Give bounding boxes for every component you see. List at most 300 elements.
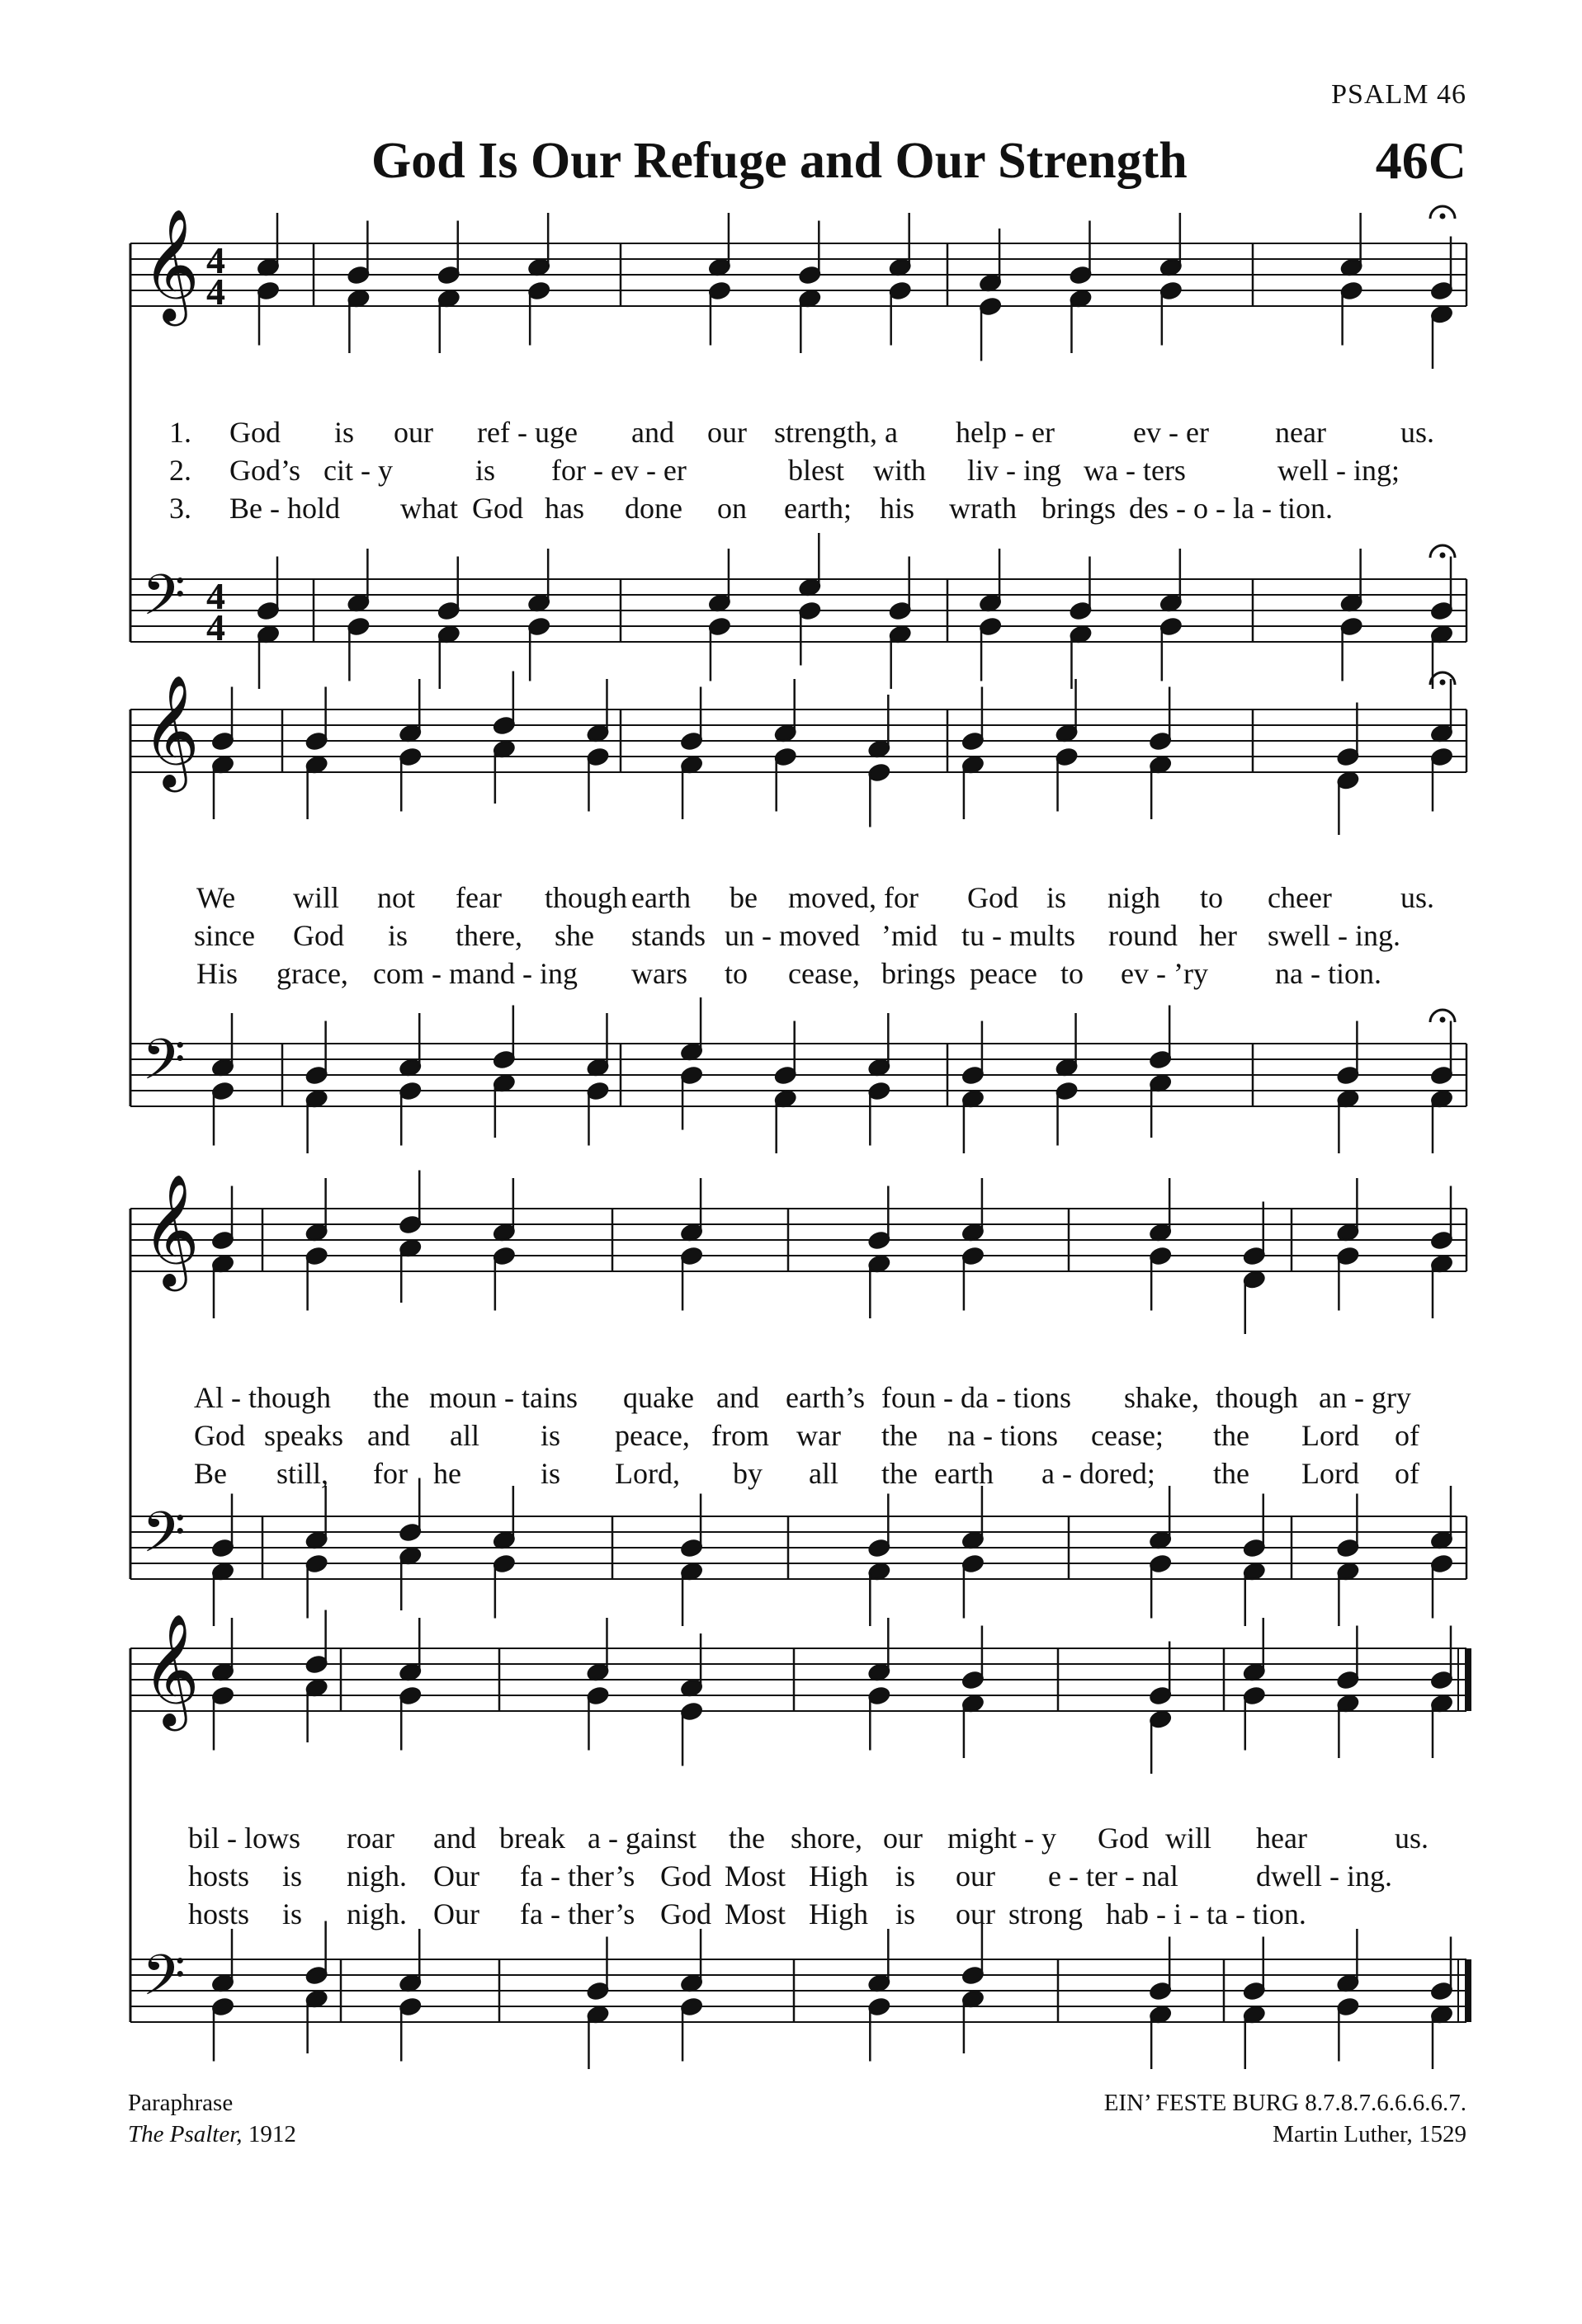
verse-line-2 [169, 454, 1400, 487]
bass-staff [130, 1044, 1466, 1106]
lyric-syllable: though [545, 881, 628, 914]
note [1149, 1073, 1172, 1138]
lyric-syllable: strength, a [774, 416, 898, 449]
lyric-syllable: God [660, 1897, 711, 1930]
note [798, 601, 821, 665]
note [1149, 1709, 1172, 1774]
note [1336, 1494, 1359, 1558]
note [979, 296, 1002, 361]
note [493, 1553, 516, 1618]
bass-clef-icon: 𝄢 [142, 1501, 186, 1579]
verse-line-1 [188, 1822, 1429, 1855]
fermata-mark [1430, 206, 1455, 219]
lyric-syllable: for - ev - er [551, 454, 687, 487]
note [305, 1486, 328, 1550]
lyric-syllable: is [895, 1860, 916, 1893]
lyric-syllable: hear [1256, 1822, 1307, 1855]
note [527, 280, 550, 345]
note [1055, 1081, 1078, 1145]
lyric-syllable: of [1395, 1457, 1419, 1490]
lyric-syllable: and [631, 416, 674, 449]
lyric-syllable: all [809, 1457, 838, 1490]
note [680, 1701, 703, 1765]
verse-line-1 [196, 881, 1434, 914]
note [347, 221, 370, 285]
note [1430, 1089, 1453, 1153]
note [1336, 1246, 1359, 1310]
lyric-syllable: wrath [949, 492, 1017, 525]
psalm-reference: PSALM 46 [1331, 79, 1466, 110]
lyric-syllable: our [883, 1822, 923, 1855]
note [1149, 1937, 1172, 2001]
note [867, 1013, 890, 1077]
note [1069, 625, 1092, 689]
lyric-syllable: God [472, 492, 523, 525]
note [305, 1553, 328, 1618]
lyric-syllable: break [499, 1822, 565, 1855]
note [399, 1013, 422, 1077]
note [1159, 280, 1183, 345]
lyric-syllable: is [1046, 881, 1067, 914]
note [347, 549, 370, 613]
note [1336, 1089, 1359, 1153]
lyric-syllable: the [881, 1419, 918, 1452]
lyric-syllable: earth’s [786, 1381, 865, 1414]
note [399, 1618, 422, 1682]
note [1339, 549, 1362, 613]
note [680, 1562, 703, 1626]
note [867, 1618, 890, 1682]
lyric-syllable: Lord, [615, 1457, 680, 1490]
lyric-syllable: of [1395, 1419, 1419, 1452]
note [211, 687, 234, 752]
lyric-syllable: God’s [229, 454, 301, 487]
lyric-syllable: grace, [276, 957, 348, 990]
text-source-title: The Psalter, [128, 2121, 243, 2147]
note [211, 1254, 234, 1318]
bass-clef-icon: 𝄢 [142, 563, 186, 642]
note [347, 616, 370, 681]
treble-clef-icon: 𝄞 [142, 207, 200, 321]
lyric-syllable: God [967, 881, 1018, 914]
note [305, 1989, 328, 2053]
lyric-syllable: by [733, 1457, 763, 1490]
note [437, 221, 460, 285]
note [493, 1486, 516, 1550]
note [680, 1633, 703, 1698]
final-barline [1465, 1959, 1471, 2022]
lyric-syllable: be [730, 881, 758, 914]
note [961, 1486, 985, 1550]
note [493, 1006, 516, 1070]
note [211, 1929, 234, 1993]
lyric-syllable: ’mid [881, 919, 937, 952]
lyric-syllable: us. [1400, 881, 1435, 914]
verse-line-3 [194, 1457, 1419, 1490]
lyric-syllable: brings [1041, 492, 1116, 525]
note [867, 1996, 890, 2061]
note [961, 1178, 985, 1242]
note [1336, 703, 1359, 767]
note [1243, 1562, 1266, 1626]
lyric-syllable: a - gainst [588, 1822, 697, 1855]
note [1336, 1178, 1359, 1242]
lyric-syllable: nigh. [347, 1860, 408, 1893]
note [867, 695, 890, 759]
note [798, 221, 821, 285]
note [867, 1186, 890, 1251]
note [211, 1618, 234, 1682]
lyric-syllable: since [194, 919, 255, 952]
treble-staff [130, 243, 1466, 306]
note [979, 549, 1002, 613]
lyric-syllable: earth [934, 1457, 994, 1490]
lyric-syllable: nigh [1107, 881, 1161, 914]
note [1339, 213, 1362, 277]
lyric-syllable: bil - lows [188, 1822, 301, 1855]
note [708, 616, 731, 681]
lyric-syllable: our [956, 1897, 995, 1930]
note [305, 1246, 328, 1310]
lyric-syllable: e - ter - nal [1048, 1860, 1178, 1893]
note [586, 2005, 609, 2069]
lyric-syllable: hab - i - ta - tion. [1106, 1897, 1306, 1930]
note [1430, 557, 1453, 621]
note [257, 280, 280, 345]
lyric-syllable: will [293, 881, 340, 914]
lyric-syllable: earth [631, 881, 691, 914]
tune-name: EIN’ FESTE BURG 8.7.8.7.6.6.6.6.7. [1103, 2090, 1466, 2116]
hymn-number: 46C [1375, 131, 1466, 190]
note [867, 762, 890, 827]
note [1149, 1553, 1172, 1618]
lyric-syllable: tu - mults [961, 919, 1076, 952]
score-system [130, 1610, 1471, 2070]
note [1430, 237, 1453, 301]
note [1430, 1626, 1453, 1690]
lyric-syllable: hosts [188, 1860, 250, 1893]
lyric-syllable: We [196, 881, 236, 914]
svg-text:4: 4 [206, 239, 225, 281]
lyric-syllable: God [229, 416, 281, 449]
note [1243, 2005, 1266, 2069]
lyric-syllable: com - mand - ing [373, 957, 578, 990]
note [1149, 1642, 1172, 1706]
note [437, 625, 460, 689]
bass-staff [130, 1959, 1466, 2022]
lyric-syllable: brings [881, 957, 956, 990]
lyric-syllable: Lord [1301, 1419, 1359, 1452]
lyric-syllable: moved, for [788, 881, 919, 914]
note [399, 1685, 422, 1750]
lyric-syllable: His [196, 957, 238, 990]
svg-text:4: 4 [206, 575, 225, 617]
note [680, 1178, 703, 1242]
lyric-syllable: wars [631, 957, 687, 990]
note [1430, 1486, 1453, 1550]
note [437, 289, 460, 353]
note [867, 1494, 890, 1558]
lyric-syllable: God [293, 919, 344, 952]
note [1243, 1937, 1266, 2001]
lyric-syllable: from [711, 1419, 769, 1452]
note [399, 1546, 422, 1610]
note [1159, 213, 1183, 277]
lyric-syllable: dwell - ing. [1256, 1860, 1392, 1893]
lyric-syllable: des - o - la - tion. [1129, 492, 1333, 525]
note [961, 1553, 985, 1618]
lyric-syllable: to [1060, 957, 1084, 990]
lyric-syllable: is [541, 1419, 561, 1452]
note [1430, 747, 1453, 811]
lyric-syllable: blest [788, 454, 844, 487]
note [493, 1246, 516, 1310]
note [774, 1089, 797, 1153]
note [493, 1073, 516, 1138]
note [1243, 1202, 1266, 1266]
note [399, 679, 422, 743]
note [1055, 747, 1078, 811]
note [1430, 1694, 1453, 1758]
verse-line-3 [196, 957, 1381, 990]
note [1055, 679, 1078, 743]
verse-line-2 [194, 1419, 1419, 1452]
lyric-syllable: the [373, 1381, 409, 1414]
note [680, 755, 703, 819]
tune-credit [1104, 2087, 1466, 2150]
lyric-syllable: to [1200, 881, 1224, 914]
note [1430, 304, 1453, 369]
text-credit [128, 2087, 296, 2150]
note [680, 1929, 703, 1993]
treble-staff [130, 709, 1466, 772]
note [305, 687, 328, 752]
note [493, 1178, 516, 1242]
lyric-syllable: ev - er [1133, 416, 1209, 449]
lyric-syllable: his [880, 492, 915, 525]
note [586, 1937, 609, 2001]
lyric-syllable: Most [725, 1860, 786, 1893]
note [1430, 1186, 1453, 1251]
note [399, 1238, 422, 1303]
note [1336, 1021, 1359, 1086]
lyric-syllable: is [282, 1860, 303, 1893]
note [961, 1246, 985, 1310]
lyric-syllable: war [796, 1419, 841, 1452]
treble-staff [130, 1209, 1466, 1271]
lyric-syllable: is [282, 1897, 303, 1930]
note [305, 1610, 328, 1675]
lyric-syllable: our [394, 416, 433, 449]
note [774, 1021, 797, 1086]
lyric-syllable: Most [725, 1897, 786, 1930]
lyric-syllable: God [660, 1860, 711, 1893]
note [1243, 1494, 1266, 1558]
note [586, 1013, 609, 1077]
lyric-syllable: is [475, 454, 496, 487]
note [1149, 755, 1172, 819]
note [961, 1626, 985, 1690]
lyric-syllable: cease; [1091, 1419, 1164, 1452]
note [1430, 2005, 1453, 2069]
bass-clef-icon: 𝄢 [142, 1944, 186, 2022]
lyric-syllable: na - tions [947, 1419, 1058, 1452]
note [961, 1694, 985, 1758]
lyric-syllable: shake, [1124, 1381, 1199, 1414]
lyric-syllable: us. [1395, 1822, 1429, 1855]
text-credit-label: Paraphrase [128, 2090, 234, 2116]
text-source-year: 1912 [248, 2121, 296, 2147]
lyric-syllable: moun - tains [429, 1381, 578, 1414]
tune-author: Martin Luther, 1529 [1273, 2121, 1466, 2147]
note [1069, 289, 1092, 353]
bass-clef-icon: 𝄢 [142, 1028, 186, 1106]
note [493, 739, 516, 804]
fermata-mark [1430, 545, 1455, 559]
note [1336, 1929, 1359, 1993]
lyric-syllable: nigh. [347, 1897, 408, 1930]
note [305, 1178, 328, 1242]
svg-text:4: 4 [206, 271, 225, 313]
lyric-syllable: cit - y [323, 454, 393, 487]
note [211, 1562, 234, 1626]
lyric-syllable: God [1098, 1822, 1149, 1855]
note [1243, 1618, 1266, 1682]
note [347, 289, 370, 353]
note [399, 1929, 422, 1993]
note [211, 1081, 234, 1145]
lyric-syllable: strong [1008, 1897, 1083, 1930]
lyric-syllable: 2. [169, 454, 191, 487]
verse-line-3 [169, 492, 1333, 525]
note [961, 755, 985, 819]
lyric-syllable: Be [194, 1457, 227, 1490]
lyric-syllable: peace [970, 957, 1037, 990]
verse-line-1 [169, 416, 1434, 449]
note [305, 1678, 328, 1742]
note [961, 1021, 985, 1086]
lyric-syllable: round [1108, 919, 1178, 952]
lyric-syllable: still, [276, 1457, 329, 1490]
lyric-syllable: foun - da - tions [881, 1381, 1071, 1414]
lyric-syllable: well - ing; [1277, 454, 1400, 487]
lyric-syllable: liv - ing [967, 454, 1061, 487]
note [211, 1685, 234, 1750]
lyric-syllable: High [809, 1897, 868, 1930]
note [305, 755, 328, 819]
note [1069, 557, 1092, 621]
lyric-syllable: Our [433, 1897, 479, 1930]
lyric-syllable: there, [456, 919, 522, 952]
treble-clef-icon: 𝄞 [142, 1172, 200, 1286]
verse-line-1 [194, 1381, 1411, 1414]
lyric-syllable: might - y [947, 1822, 1056, 1855]
note [798, 533, 821, 597]
note [1336, 1996, 1359, 2061]
lyric-syllable: un - moved [725, 919, 860, 952]
note [1149, 1006, 1172, 1070]
lyric-syllable: the [881, 1457, 918, 1490]
lyric-syllable: wa - ters [1084, 454, 1186, 487]
verse-line-3 [188, 1897, 1306, 1930]
note [889, 280, 912, 345]
note [1336, 1694, 1359, 1758]
lyric-syllable: roar [347, 1822, 394, 1855]
note [1149, 1486, 1172, 1550]
verse-line-2 [194, 919, 1400, 952]
lyric-syllable: is [541, 1457, 561, 1490]
note [889, 557, 912, 621]
lyric-syllable: fa - ther’s [520, 1860, 635, 1893]
note [586, 747, 609, 811]
lyric-syllable: our [707, 416, 747, 449]
lyric-syllable: done [625, 492, 682, 525]
note [399, 1171, 422, 1235]
lyric-syllable: not [377, 881, 416, 914]
note [961, 687, 985, 752]
note [1336, 1626, 1359, 1690]
note [867, 1254, 890, 1318]
note [257, 213, 280, 277]
note [867, 1929, 890, 1993]
lyric-syllable: 1. [169, 416, 191, 449]
lyric-syllable: is [334, 416, 355, 449]
treble-staff [130, 1648, 1466, 1711]
note [1149, 1178, 1172, 1242]
lyric-syllable: her [1199, 919, 1237, 952]
note [680, 687, 703, 752]
final-barline [1465, 1648, 1471, 1711]
time-signature [206, 239, 225, 313]
lyric-syllable: High [809, 1860, 868, 1893]
lyric-syllable: an - gry [1319, 1381, 1411, 1414]
lyric-syllable: cheer [1268, 881, 1332, 914]
lyric-syllable: na - tion. [1275, 957, 1381, 990]
lyric-syllable: ev - ’ry [1121, 957, 1208, 990]
note [1159, 549, 1183, 613]
lyric-syllable: is [388, 919, 408, 952]
lyric-syllable: is [895, 1897, 916, 1930]
lyric-syllable: the [729, 1822, 765, 1855]
lyric-syllable: Be - hold [229, 492, 340, 525]
score-system [130, 206, 1466, 689]
lyric-syllable: our [956, 1860, 995, 1893]
lyric-syllable: speaks [264, 1419, 343, 1452]
time-signature [206, 575, 225, 648]
note [527, 549, 550, 613]
lyric-syllable: what [400, 492, 458, 525]
note [586, 1685, 609, 1750]
note [493, 672, 516, 736]
note [1336, 1562, 1359, 1626]
note [211, 1013, 234, 1077]
note [979, 229, 1002, 293]
note [305, 1021, 328, 1086]
note [867, 1081, 890, 1145]
note [1339, 280, 1362, 345]
note [305, 1089, 328, 1153]
note [774, 747, 797, 811]
note [399, 1996, 422, 2061]
note [889, 213, 912, 277]
lyric-syllable: us. [1400, 416, 1435, 449]
note [680, 1996, 703, 2061]
note [1430, 1254, 1453, 1318]
note [708, 213, 731, 277]
note [1430, 1021, 1453, 1086]
lyric-syllable: and [367, 1419, 410, 1452]
lyric-syllable: fa - ther’s [520, 1897, 635, 1930]
